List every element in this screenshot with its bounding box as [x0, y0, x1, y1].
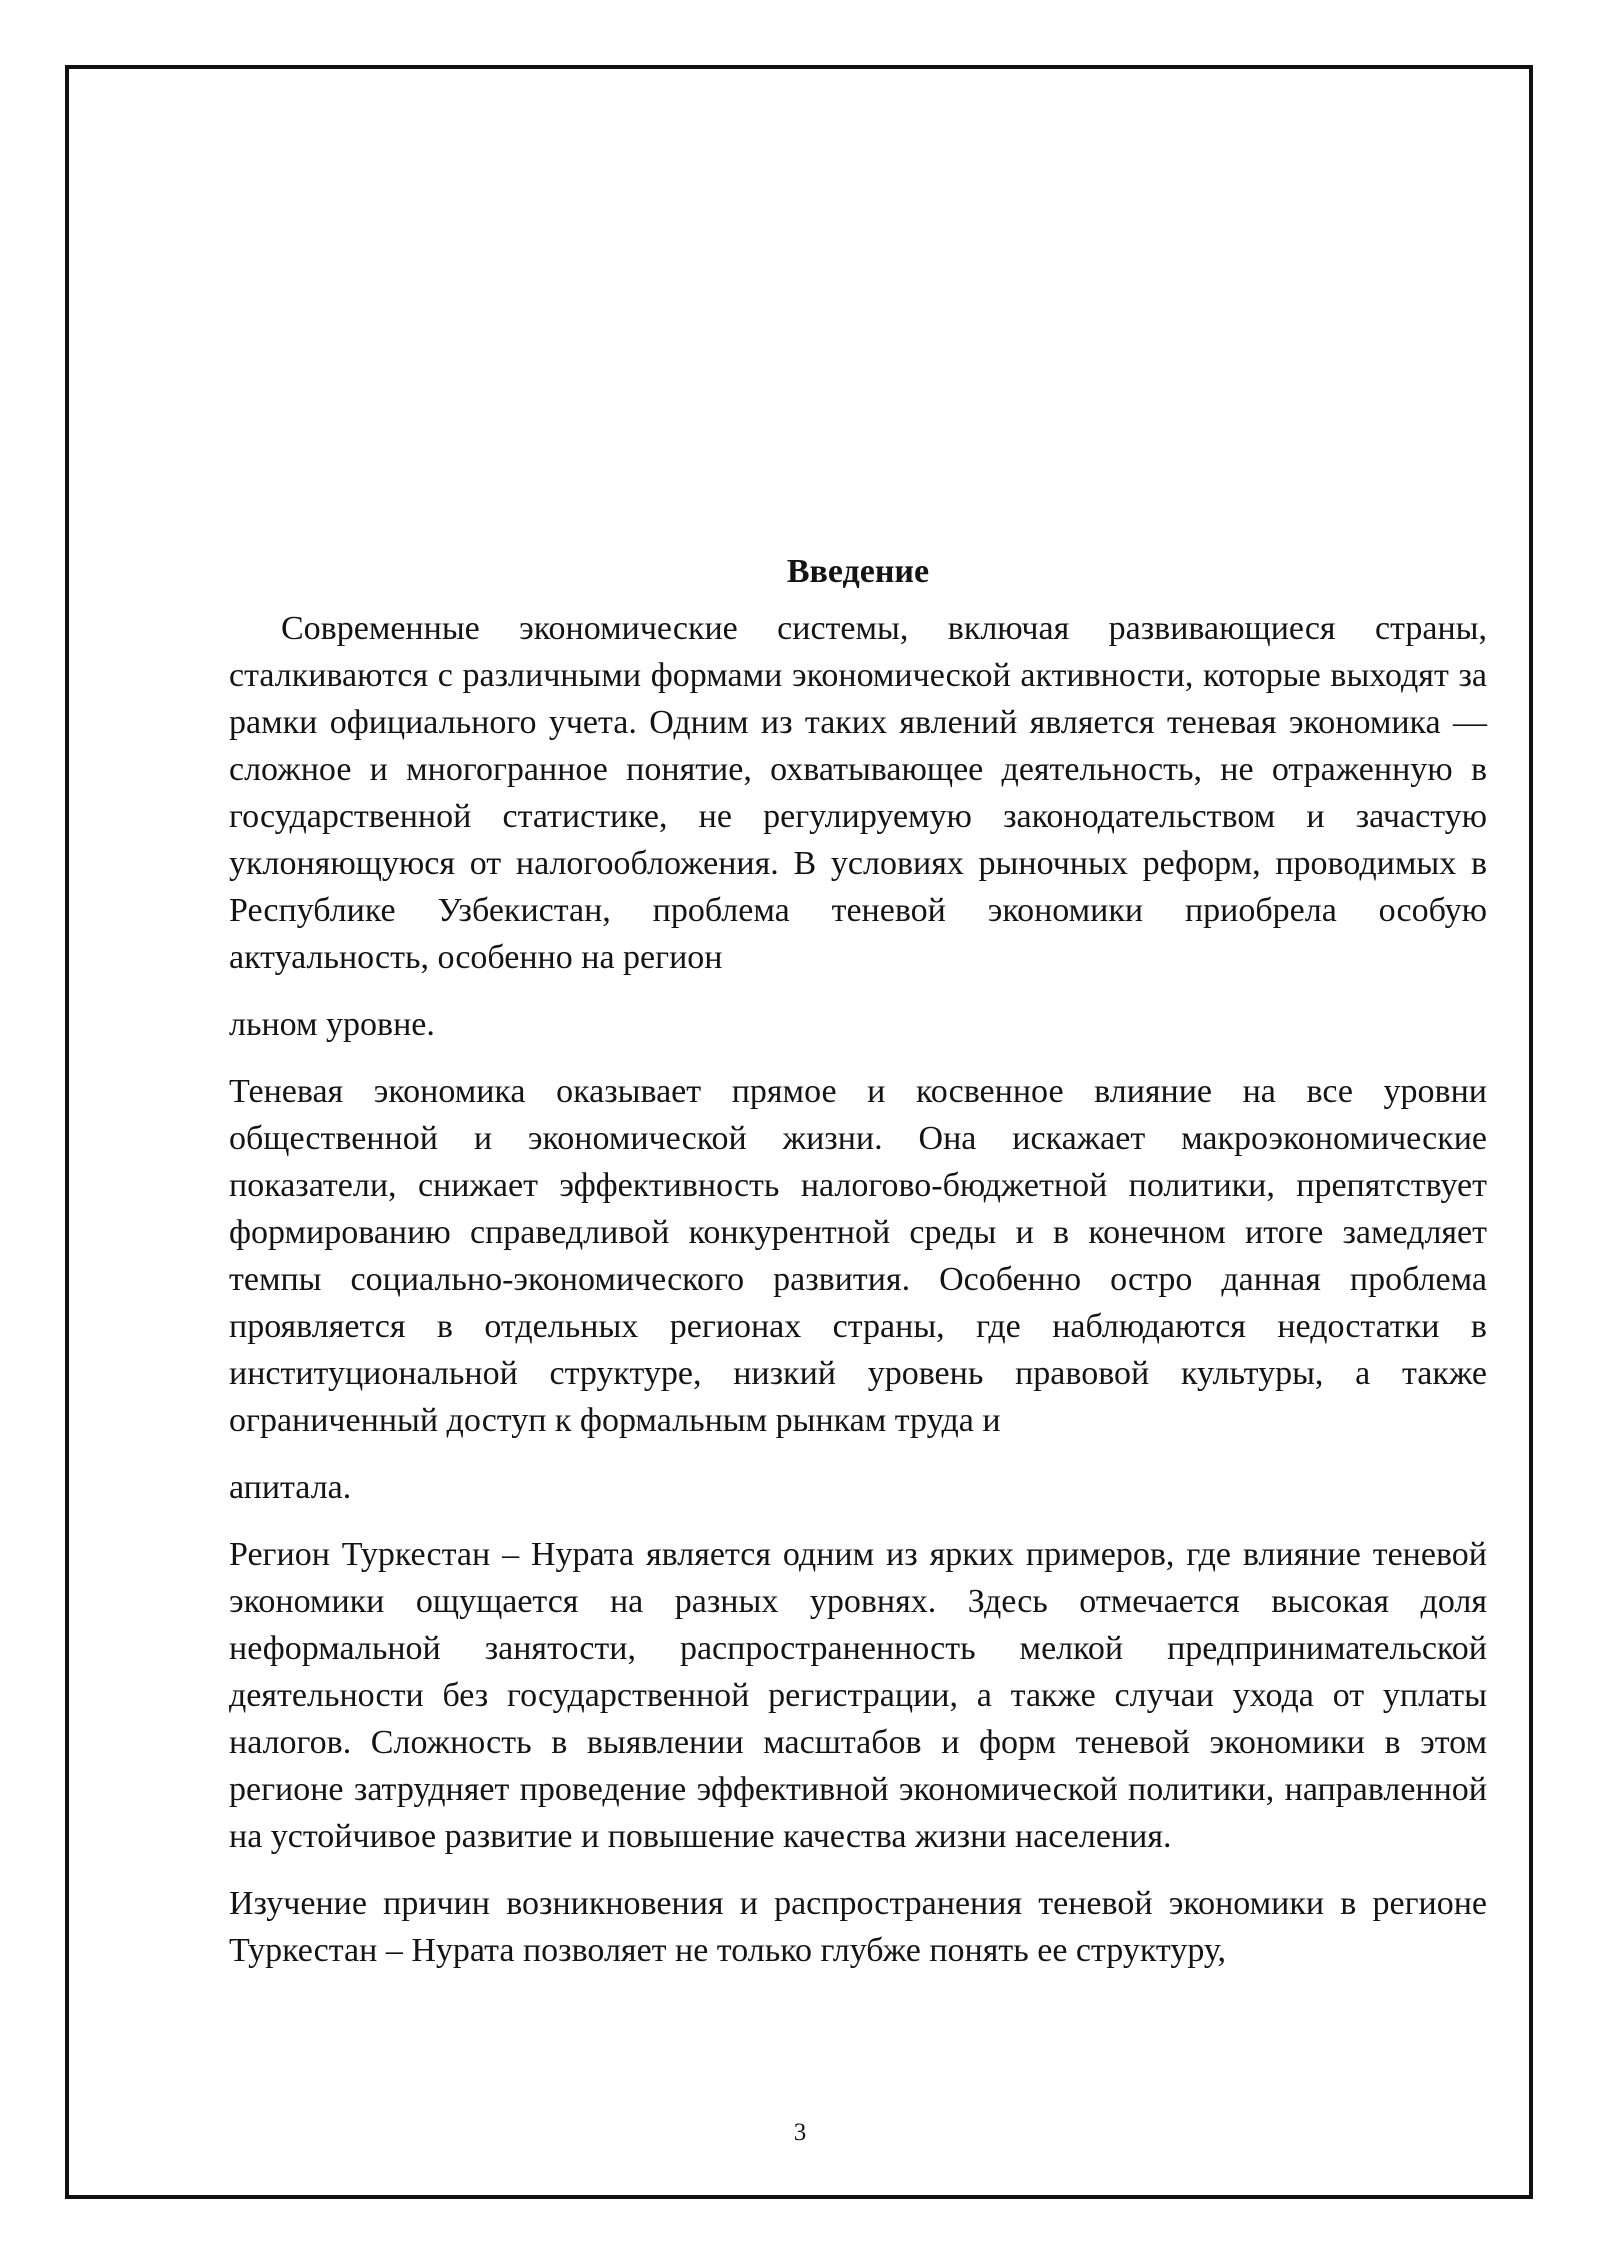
paragraph-3: Регион Туркестан – Нурата является одним из ярких примеров, где влияние теневой экономики ощущается на разных уровнях. Здесь отмечается высокая доля неформальной занятости, распространенность мелкой предпринимательской деятельности без государственной регистрации, а также случаи ухода от уплаты налогов. Сложность в выявлении масштабов и форм теневой экономики в этом регионе затрудняет проведение эффективной экономической политики, направленной на устойчивое развитие и повышение качества жизни населения. — [229, 1536, 1487, 1855]
paragraph-2-continuation: апитала. — [229, 1469, 352, 1506]
paragraph-1: Современные экономические системы, включая развивающиеся страны, сталкиваются с различными формами экономической активности, которые выходят за рамки официального учета. Одним из таких явлений является теневая экономика — сложное и многогранное понятие, охватывающее деятельность, не отраженную в государственной статистике, не регулируемую законодательством и зачастую уклоняющуюся от налогообложения. В условиях рыночных реформ, проводимых в Республике Узбекистан, проблема теневой экономики приобрела особую актуальность, особенно на регион — [229, 610, 1487, 976]
section-heading: Введение — [786, 553, 930, 590]
paragraph-2: Теневая экономика оказывает прямое и косвенное влияние на все уровни общественной и экономической жизни. Она искажает макроэкономические показатели, снижает эффективность налогово-бюджетной политики, препятствует формированию справедливой конкурентной среды и в конечном итоге замедляет темпы социально-экономического развития. Особенно остро данная проблема проявляется в отдельных регионах страны, где наблюдаются недостатки в институциональной структуре, низкий уровень правовой культуры, а также ограниченный доступ к формальным рынкам труда и — [229, 1073, 1487, 1439]
paragraph-4: Изучение причин возникновения и распространения теневой экономики в регионе Туркестан – Нурата позволяет не только глубже понять ее структуру, — [229, 1885, 1487, 1969]
document-body — [229, 547, 1487, 1974]
paragraph-1-continuation: льном уровне. — [229, 1006, 435, 1043]
page-number: 3 — [793, 2119, 807, 2146]
